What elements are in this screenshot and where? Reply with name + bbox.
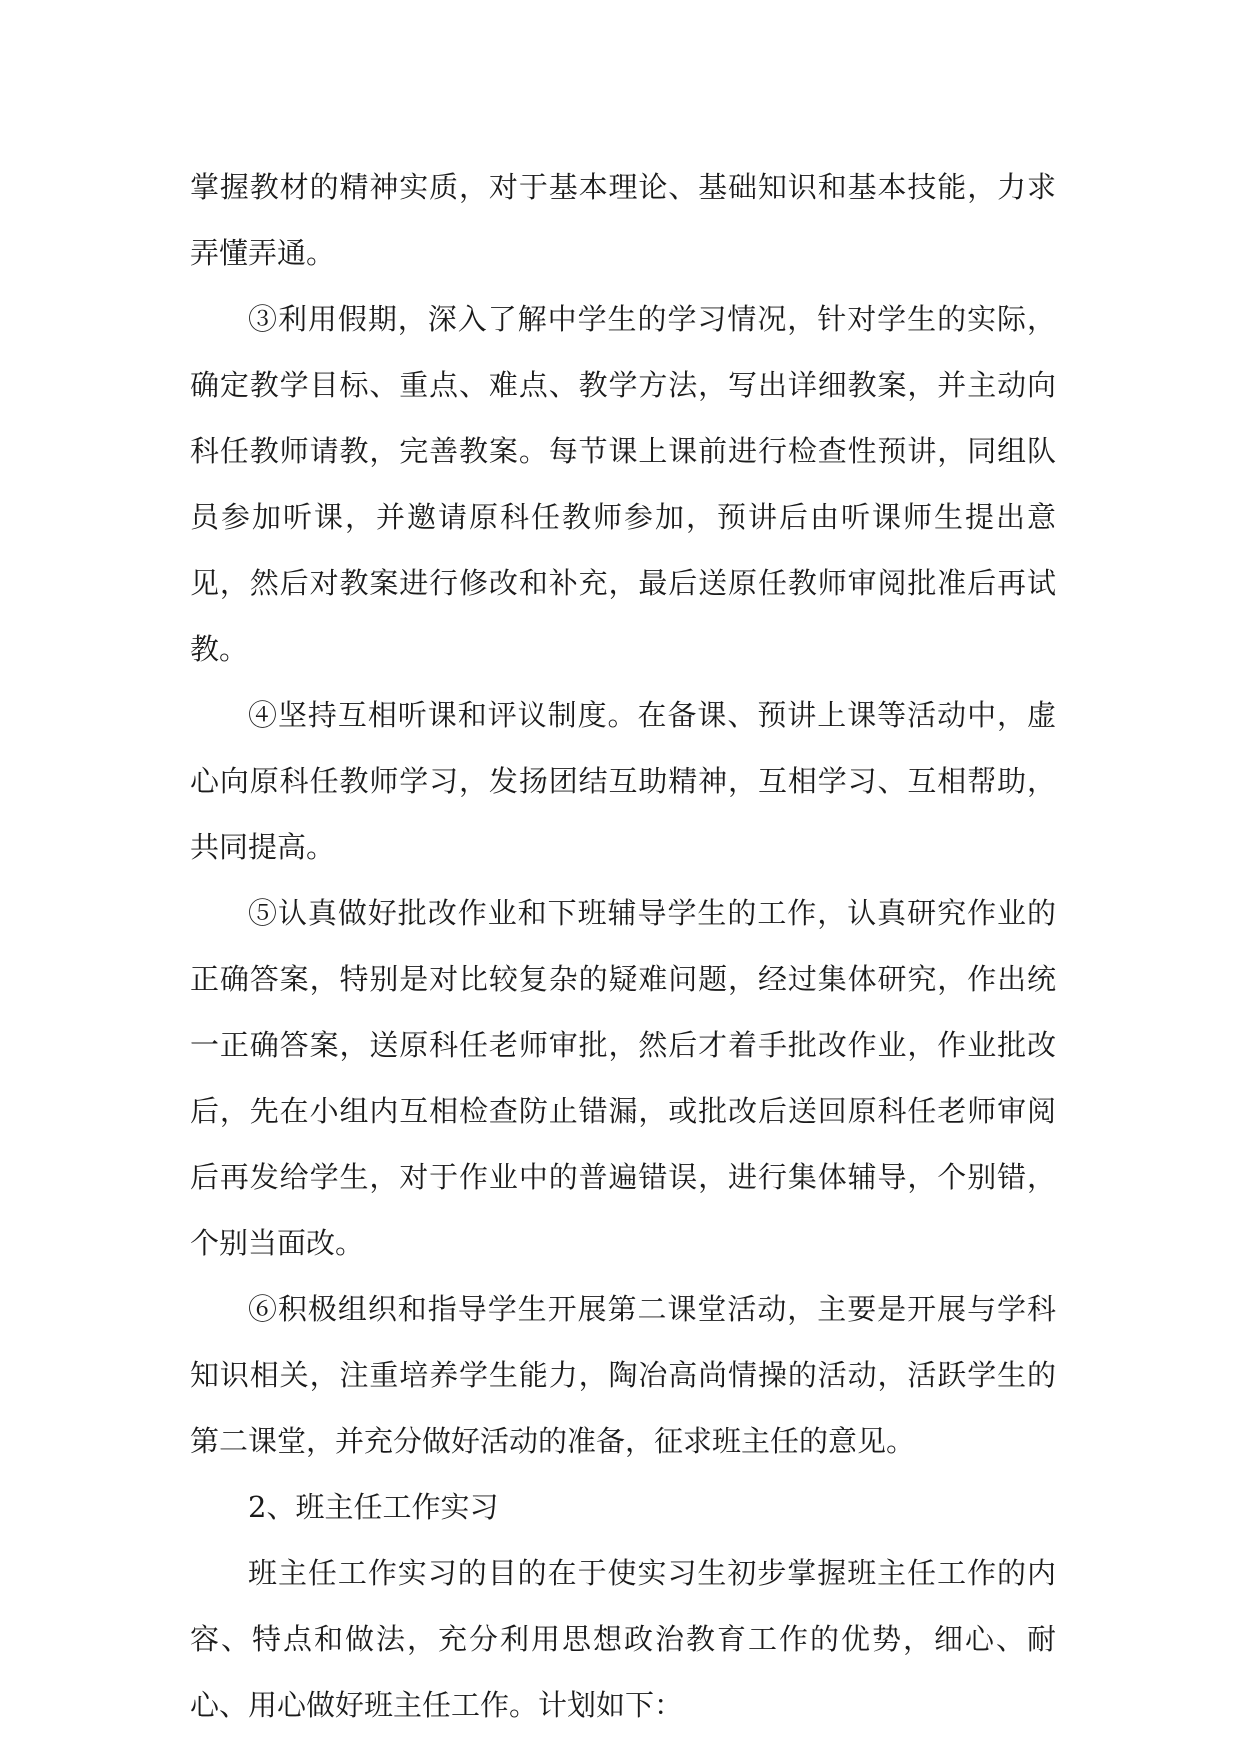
paragraph-item-6: ⑥积极组织和指导学生开展第二课堂活动，主要是开展与学科知识相关，注重培养学生能力，陶冶高尚情操的活动，活跃学生的第二课堂，并充分做好活动的准备，征求班主任的意见。 <box>190 1292 1056 1458</box>
paragraph-item-5: ⑤认真做好批改作业和下班辅导学生的工作，认真研究作业的正确答案，特别是对比较复杂的疑难问题，经过集体研究，作出统一正确答案，送原科任老师审批，然后才着手批改作业，作业批改后，先在小组内互相检查防止错漏，或批改后送回原科任老师审阅后再发给学生，对于作业中的普遍错误，进行集体辅导，个别错，个别当面改。 <box>190 896 1056 1260</box>
paragraph-continuation: 掌握教材的精神实质，对于基本理论、基础知识和基本技能，力求弄懂弄通。 <box>190 170 1056 270</box>
section-heading: 2、班主任工作实习 <box>248 1490 499 1524</box>
document-body <box>190 154 1056 1738</box>
paragraph-item-3: ③利用假期，深入了解中学生的学习情况，针对学生的实际，确定教学目标、重点、难点、教学方法，写出详细教案，并主动向科任教师请教，完善教案。每节课上课前进行检查性预讲，同组队员参加听课，并邀请原科任教师参加，预讲后由听课师生提出意见，然后对教案进行修改和补充，最后送原任教师审阅批准后再试教。 <box>190 302 1056 666</box>
paragraph-item-4: ④坚持互相听课和评议制度。在备课、预讲上课等活动中，虚心向原科任教师学习，发扬团结互助精神，互相学习、互相帮助，共同提高。 <box>190 698 1056 864</box>
paragraph-section-intro: 班主任工作实习的目的在于使实习生初步掌握班主任工作的内容、特点和做法，充分利用思想政治教育工作的优势，细心、耐心、用心做好班主任工作。计划如下： <box>190 1556 1056 1722</box>
